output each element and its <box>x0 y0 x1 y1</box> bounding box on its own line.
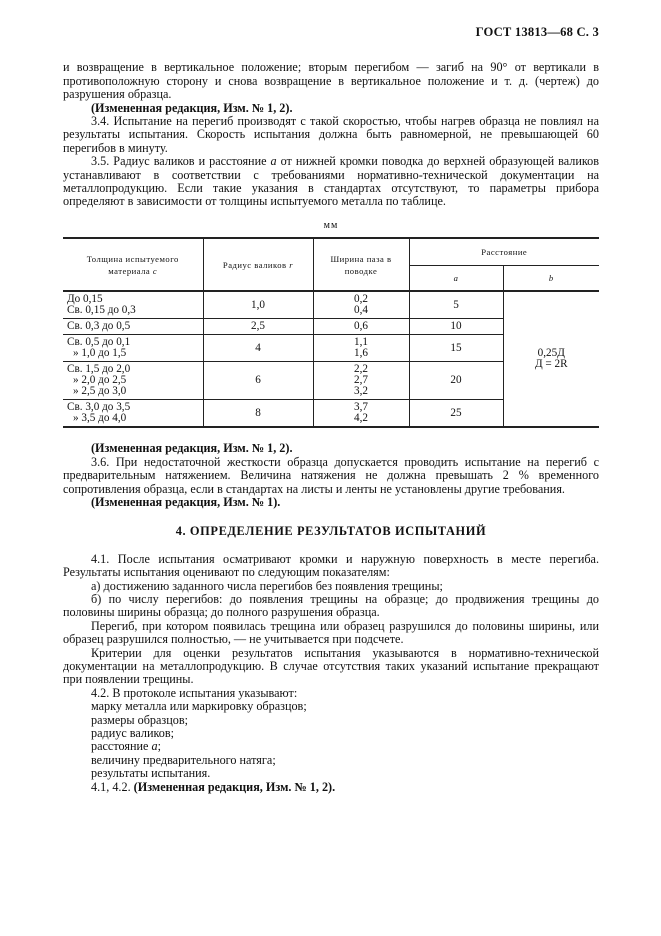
variable-a: a <box>270 154 277 169</box>
cell-a: 5 <box>409 291 503 319</box>
cell-line: Св. 3,0 до 3,5 <box>67 401 131 414</box>
cell-radius: 8 <box>203 400 313 428</box>
cell-line: Св. 0,15 до 0,3 <box>67 304 136 317</box>
cell-thickness <box>63 400 203 428</box>
paragraph-criterion-b: б) по числу перегибов: до появления трещины на образце; до продвижения трещины до половины ширины образца; до полного разрушения образца. <box>63 591 599 620</box>
cell-a: 25 <box>409 400 503 428</box>
cell-line: » 2,5 до 3,0 <box>73 385 127 398</box>
revision-note-2: (Измененная редакция, Изм. № 1, 2). <box>91 441 293 456</box>
protocol-list <box>63 700 599 780</box>
revision-note-1: (Измененная редакция, Изм. № 1, 2). <box>91 100 293 115</box>
cell-line: » 2,0 до 2,5 <box>73 374 127 387</box>
cell-line: 0,4 <box>354 304 368 317</box>
cell-width <box>313 362 409 400</box>
cell-width <box>313 400 409 428</box>
cell-b <box>503 291 599 427</box>
paragraph-4-2: 4.2. В протоколе испытания указывают: <box>91 685 298 700</box>
cell-width <box>313 291 409 319</box>
cell-line: » 3,5 до 4,0 <box>73 412 127 425</box>
paragraph-final-ref: 4.1, 4.2. <box>91 779 134 794</box>
paragraph-peregib: Перегиб, при котором появилась трещина или образец разрушился до половины ширины, или образец разрушился полностью, — не учитывается при подсчете. <box>63 618 599 647</box>
cell-line: 3,7 <box>354 401 368 414</box>
paragraph-criteria: Критерии для оценки результатов испытания указываются в нормативно-технической документации на металлопродукцию. В случае отсутствия таких указаний испытание прекращают при появлении трещины. <box>63 645 599 687</box>
header-thickness-text: Толщина испытуемого материала <box>86 253 179 276</box>
paragraph-3-5 <box>63 155 599 209</box>
header-b <box>503 265 599 291</box>
list-item: радиус валиков; <box>91 726 175 740</box>
list-item: марку металла или маркировку образцов; <box>91 699 307 714</box>
cell-thickness <box>63 335 203 362</box>
cell-line: До 0,15 <box>67 293 103 306</box>
header-radius-text: Радиус валиков <box>222 259 290 270</box>
header-thickness <box>63 238 203 291</box>
parameters-table <box>63 237 599 428</box>
paragraph-final <box>63 781 599 794</box>
cell-line: 3,2 <box>354 385 368 398</box>
list-item-text: расстояние <box>91 739 152 754</box>
section-title: 4. ОПРЕДЕЛЕНИЕ РЕЗУЛЬТАТОВ ИСПЫТАНИЙ <box>175 524 487 539</box>
cell-line: 2,2 <box>354 363 368 376</box>
cell-radius: 1,0 <box>203 291 313 319</box>
cell-line: 4,2 <box>354 412 368 425</box>
revision-note-3: (Измененная редакция, Изм. № 1). <box>91 494 281 509</box>
table-unit: мм <box>323 219 339 231</box>
cell-line: Св. 1,5 до 2,0 <box>67 363 131 376</box>
cell-line: 1,1 <box>354 336 368 349</box>
header-thickness-var: c <box>152 265 158 276</box>
header-radius <box>203 238 313 291</box>
cell-radius: 2,5 <box>203 319 313 335</box>
paragraph-3-6: 3.6. При недостаточной жесткости образца допускается проводить испытание на перегиб с предварительным натяжением. Величина натяжения не должна превышать 2 % временного сопротивления образца, если в стандартах на листы и ленты не установлены другие требования. <box>63 454 599 496</box>
header-width: Ширина паза в поводке <box>313 238 409 291</box>
header-b-text: b <box>548 273 554 284</box>
cell-thickness <box>63 291 203 319</box>
paragraph-4-1: 4.1. После испытания осматривают кромки и наружную поверхность в месте перегиба. Результаты испытания оценивают по следующим показателям: <box>63 551 599 580</box>
document-page <box>63 26 599 794</box>
cell-line: 0,6 <box>354 320 368 333</box>
header-distance: Расстояние <box>409 238 599 265</box>
header-a-text: a <box>453 273 459 284</box>
cell-b-line1: 0,25Д <box>537 347 565 360</box>
cell-line: Св. 0,5 до 0,1 <box>67 336 131 349</box>
cell-a: 10 <box>409 319 503 335</box>
paragraph-continuation: и возвращение в вертикальное положение; вторым перегибом — загиб на 90° от вертикали в противоположную сторону и снова возвращение в вертикальное положение и т. д. (чертеж) до разрушения образца. <box>63 60 599 102</box>
paragraph-3-5-part2: от нижней кромки поводка до верхней образующей валиков устанавливают в соответствии с требованиями нормативно-технической документации на металлопродукцию. Если такие указания в стандартах отсутствуют, то параметры прибора определяют в зависимости от толщины испытуемого металла по таблице. <box>63 154 599 209</box>
cell-b-line2: Д = 2R <box>534 358 568 371</box>
paragraph-3-4: 3.4. Испытание на перегиб производят с такой скоростью, чтобы нагрев образца не повлиял на результаты испытания. Скорость испытания должна быть равномерной, не превышающей 60 перегибов в минуту. <box>63 114 599 155</box>
cell-line: 2,7 <box>354 374 368 387</box>
header-a <box>409 265 503 291</box>
header-radius-var: r <box>289 259 294 270</box>
cell-radius: 4 <box>203 335 313 362</box>
cell-thickness <box>63 319 203 335</box>
paragraph-criterion-a: а) достижению заданного числа перегибов без появления трещины; <box>91 578 443 593</box>
paragraph-3-5-part1: 3.5. Радиус валиков и расстояние <box>91 154 271 169</box>
page-header: ГОСТ 13813—68 С. 3 <box>475 25 599 39</box>
cell-line: Св. 0,3 до 0,5 <box>67 320 131 333</box>
cell-radius: 6 <box>203 362 313 400</box>
variable-a: a <box>151 739 158 754</box>
cell-a: 20 <box>409 362 503 400</box>
cell-line: 0,2 <box>354 293 368 306</box>
cell-thickness <box>63 362 203 400</box>
list-item: расстояние a; <box>91 739 161 754</box>
list-item: результаты испытания. <box>91 766 211 781</box>
cell-line: 1,6 <box>354 347 368 360</box>
cell-line: » 1,0 до 1,5 <box>73 347 127 360</box>
table-row <box>63 291 599 319</box>
cell-width <box>313 335 409 362</box>
cell-width <box>313 319 409 335</box>
revision-note-4: (Измененная редакция, Изм. № 1, 2). <box>133 779 336 794</box>
cell-a: 15 <box>409 335 503 362</box>
list-item: размеры образцов; <box>91 712 188 727</box>
list-item: величину предварительного натяга; <box>91 752 276 767</box>
